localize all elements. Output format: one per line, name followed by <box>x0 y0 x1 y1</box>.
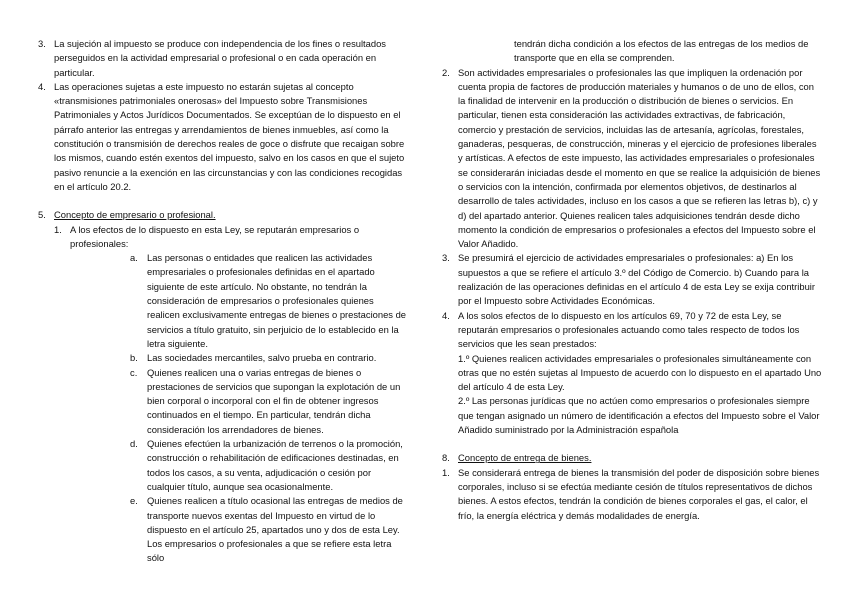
item-number: 3. <box>442 252 450 264</box>
right-column <box>442 37 822 523</box>
list-item-2 <box>442 66 822 252</box>
letter-label: b. <box>130 352 138 364</box>
item-text: Se presumirá el ejercicio de actividades empresariales o profesionales: a) En los supuestos a que se refiere el artículo 3.º del Código de Comercio. b) Cuando para la realización de las operaciones definidas en el artículo 4 de esta Ley se exija contribuir por el Impuesto sobre Actividades Económicas. <box>458 252 815 307</box>
continuation-text: tendrán dicha condición a los efectos de las entregas de los medios de transporte que en ella se comprenden. <box>514 38 809 64</box>
letter-item-a <box>130 251 406 351</box>
section-title: Concepto de empresario o profesional. <box>54 209 216 221</box>
item-paragraph-2: 2.º Las personas jurídicas que no actúen como empresarios o profesionales siempre que tengan asignado un número de identificación a efectos del Impuesto sobre el Valor Añadido suministrado por la Administración española <box>458 395 820 436</box>
letter-text: Quienes realicen una o varias entregas de bienes o prestaciones de servicios que supongan la explotación de un bien corporal o incorporal con el fin de obtener ingresos continuados en el tiempo. En particular, tendrán dicha consideración los arrendadores de bienes. <box>147 366 401 435</box>
item-number: 4. <box>442 309 450 321</box>
item-number: 2. <box>442 66 450 78</box>
item-number: 3. <box>38 38 46 49</box>
letter-label: e. <box>130 495 138 507</box>
letter-label: d. <box>130 438 138 450</box>
item-text: A los solos efectos de lo dispuesto en los artículos 69, 70 y 72 de esta Ley, se reputarán empresarios o profesionales actuando como tales respecto de todos los servicios que les sean prestados: <box>458 309 800 350</box>
sub-item-1 <box>54 223 410 252</box>
letter-label: c. <box>130 366 138 378</box>
letter-item-e <box>130 494 406 565</box>
list-item-4 <box>442 309 822 438</box>
list-item-1 <box>442 466 822 523</box>
item-paragraph-1: 1.º Quienes realicen actividades empresariales o profesionales simultáneamente con otras que no estén sujetas al Impuesto de acuerdo con lo dispuesto en el apartado Uno del artículo 4 de esta Ley. <box>458 352 822 393</box>
left-column <box>38 37 410 566</box>
list-item-4 <box>38 80 410 194</box>
item-text: Son actividades empresariales o profesionales las que impliquen la ordenación por cuenta propia de factores de producción materiales y humanos o de uno de ellos, con la finalidad de intervenir en la producción o distribución de bienes o servicios. En particular, tienen esta consideración las actividades extractivas, de fabricación, comercio y prestación de servicios, incluidas las de artesanía, agrícolas, forestales, ganaderas, pesqueras, de construcción, mineras y el ejercicio de profesiones liberales y artísticas. A efectos de este impuesto, las actividades empresariales o profesionales se considerarán iniciadas desde el momento en que se realice la adquisición de bienes o servicios con la intención, confirmada por elementos objetivos, de destinarlos al desarrollo de tales actividades, incluso en los casos a que se refieren las letras b), c) y d) del apartado anterior. Quienes realicen tales adquisiciones tendrán desde dicho momento la condición de empresarios o profesionales a efectos del Impuesto sobre el Valor Añadido. <box>458 66 821 250</box>
item-text: Se considerará entrega de bienes la transmisión del poder de disposición sobre bienes corporales, incluso si se efectúa mediante cesión de títulos representativos de dichos bienes. A estos efectos, tendrán la condición de bienes corporales el gas, el calor, el frío, la energía eléctrica y demás modalidades de energía. <box>458 466 820 521</box>
section-title: Concepto de entrega de bienes. <box>458 452 592 464</box>
section-5-heading <box>38 208 410 222</box>
section-number: 5. <box>38 209 46 221</box>
sub-item-text: A los efectos de lo dispuesto en esta Ley, se reputarán empresarios o profesionales: <box>70 223 360 249</box>
letter-text: Quienes efectúen la urbanización de terrenos o la promoción, construcción o rehabilitación de edificaciones destinadas, en todos los casos, a su venta, adjudicación o cesión por cualquier título, aunque sea ocasionalmente. <box>147 438 403 492</box>
letter-text: Las personas o entidades que realicen las actividades empresariales o profesionales definidas en el apartado siguiente de este artículo. No obstante, no tendrán la consideración de empresarios o profesionales quienes realicen exclusivamente entregas de bienes o prestaciones de servicios a título gratuito, sin perjuicio de lo establecido en la letra siguiente. <box>147 252 407 349</box>
letter-item-c <box>130 366 406 437</box>
letter-text: Quienes realicen a título ocasional las entregas de medios de transporte nuevos exentas del Impuesto en virtud de lo dispuesto en el artículo 25, apartados uno y dos de esta Ley. Los empresarios o profesionales a que se refiere esta letra sólo <box>147 495 403 564</box>
letter-item-b <box>130 351 406 365</box>
section-number: 8. <box>442 452 450 464</box>
letter-text: Las sociedades mercantiles, salvo prueba en contrario. <box>147 352 377 364</box>
list-item-3 <box>38 37 410 80</box>
sub-item-number: 1. <box>54 223 62 235</box>
item-text: La sujeción al impuesto se produce con independencia de los fines o resultados perseguidos en la actividad empresarial o profesional o en cada operación en particular. <box>54 38 386 78</box>
list-item-3 <box>442 251 822 308</box>
item-number: 4. <box>38 80 46 92</box>
section-8-heading <box>442 451 822 465</box>
letter-label: a. <box>130 252 138 264</box>
letter-item-d <box>130 437 406 494</box>
item-text: Las operaciones sujetas a este impuesto no estarán sujetas al concepto «transmisiones patrimoniales onerosas» del Impuesto sobre Transmisiones Patrimoniales y Actos Jurídicos Documentados. Se exceptúan de lo dispuesto en el párrafo anterior las entregas y arrendamientos de bienes inmuebles, así como la constitución o transmisión de derechos reales de goce o disfrute que recaigan sobre los mismos, cuando estén exentos del impuesto, salvo en los casos en que el sujeto pasivo renuncie a la exención en las circunstancias y con las condiciones recogidas en el artículo 20.2. <box>54 80 405 192</box>
item-number: 1. <box>442 466 450 478</box>
